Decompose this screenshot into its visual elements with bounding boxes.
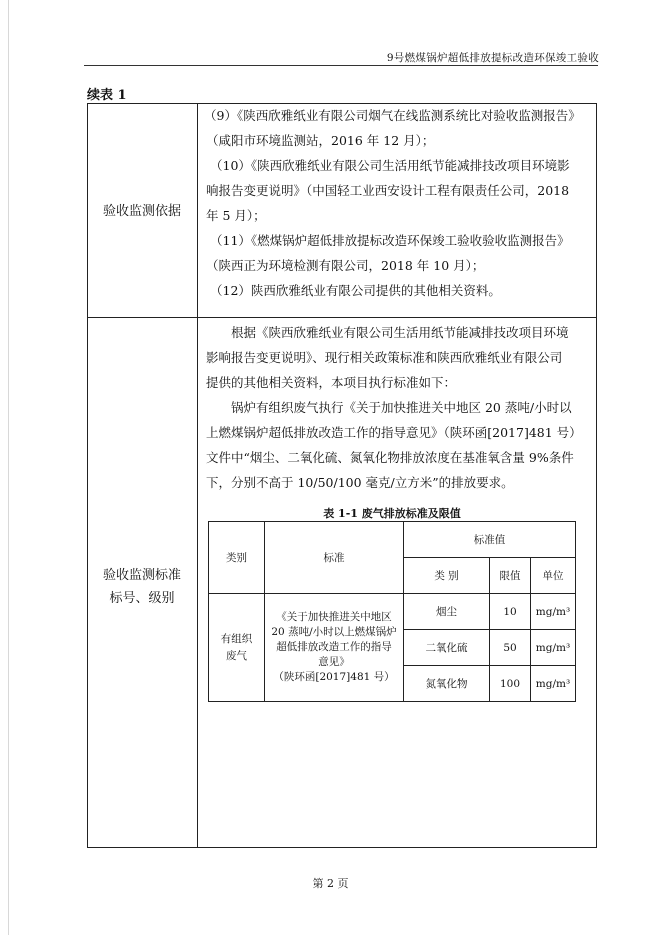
row-divider [87, 317, 597, 318]
cell-unit: mg/m³ [531, 666, 576, 702]
th-category: 类别 [209, 522, 265, 594]
cell-unit: mg/m³ [531, 630, 576, 666]
th-standard-value: 标准值 [404, 522, 576, 558]
column-divider [197, 103, 198, 848]
basis-line: （10）《陕西欣雅纸业有限公司生活用纸节能减排技改项目环境影 [210, 158, 570, 173]
standard-line: 超低排放改造工作的指导 [276, 641, 392, 653]
para-line: 文件中“烟尘、二氧化硫、氮氧化物排放浓度在基准氧含量 9%条件 [206, 450, 574, 465]
scan-edge [8, 0, 9, 935]
cell-limit: 50 [490, 630, 531, 666]
row2-label-line: 标号、级别 [109, 591, 175, 606]
cell-limit: 100 [490, 666, 531, 702]
category-line: 有组织 [220, 632, 253, 645]
basis-list [206, 103, 581, 303]
page-number: 第 2 页 [312, 877, 349, 890]
row2-label [87, 564, 197, 610]
th-standard: 标准 [265, 522, 404, 594]
th-limit: 限值 [490, 558, 531, 594]
basis-line: （11）《燃煤锅炉超低排放提标改造环保竣工验收验收监测报告》 [210, 233, 570, 248]
running-header: 9号燃煤锅炉超低排放提标改造环保竣工验收 [386, 52, 599, 64]
cell-type: 氮氧化物 [404, 666, 490, 702]
cell-unit: mg/m³ [531, 594, 576, 630]
standard-line: 《关于加快推进关中地区 [276, 611, 392, 623]
basis-line: （12）陕西欣雅纸业有限公司提供的其他相关资料。 [210, 283, 501, 298]
cell-standard [265, 594, 404, 702]
cell-type: 二氧化硫 [404, 630, 490, 666]
basis-line: 响报告变更说明》（中国轻工业西安设计工程有限责任公司，2018 [206, 183, 570, 198]
standard-line: 意见》 [318, 656, 350, 668]
basis-line: （陕西正为环境检测有限公司，2018 年 10 月）； [206, 258, 485, 273]
para-line: 根据《陕西欣雅纸业有限公司生活用纸节能减排技改项目环境 [231, 325, 569, 340]
section-title: 续表 1 [87, 88, 127, 103]
row1-label: 验收监测依据 [102, 204, 181, 219]
basis-line: 年 5 月）； [206, 208, 266, 223]
basis-line: （9）《陕西欣雅纸业有限公司烟气在线监测系统比对验收监测报告》 [204, 108, 581, 123]
cell-category [209, 594, 265, 702]
para-line: 提供的其他相关资料，本项目执行标准如下： [206, 375, 457, 390]
standard-line: （陕环函[2017]481 号） [273, 671, 395, 683]
emission-limits-table [208, 521, 576, 702]
para-line: 锅炉有组织废气执行《关于加快推进关中地区 20 蒸吨/小时以 [231, 400, 572, 415]
cell-limit: 10 [490, 594, 531, 630]
th-type: 类 别 [404, 558, 490, 594]
category-line: 废气 [226, 649, 247, 662]
para-line: 下，分别不高于 10/50/100 毫克/立方米”的排放要求。 [206, 475, 514, 490]
table-caption: 表 1-1 废气排放标准及限值 [323, 507, 461, 520]
standard-paragraph [206, 320, 582, 495]
standard-line: 20 蒸吨/小时以上燃煤锅炉 [271, 626, 397, 638]
cell-type: 烟尘 [404, 594, 490, 630]
basis-line: （咸阳市环境监测站，2016 年 12 月）； [206, 133, 435, 148]
row2-label-line: 验收监测标准 [102, 568, 181, 583]
para-line: 影响报告变更说明》、现行相关政策标准和陕西欣雅纸业有限公司 [206, 350, 563, 365]
header-rule [84, 65, 598, 66]
th-unit: 单位 [531, 558, 576, 594]
para-line: 上燃煤锅炉超低排放改造工作的指导意见》（陕环函[2017]481 号） [206, 425, 582, 440]
